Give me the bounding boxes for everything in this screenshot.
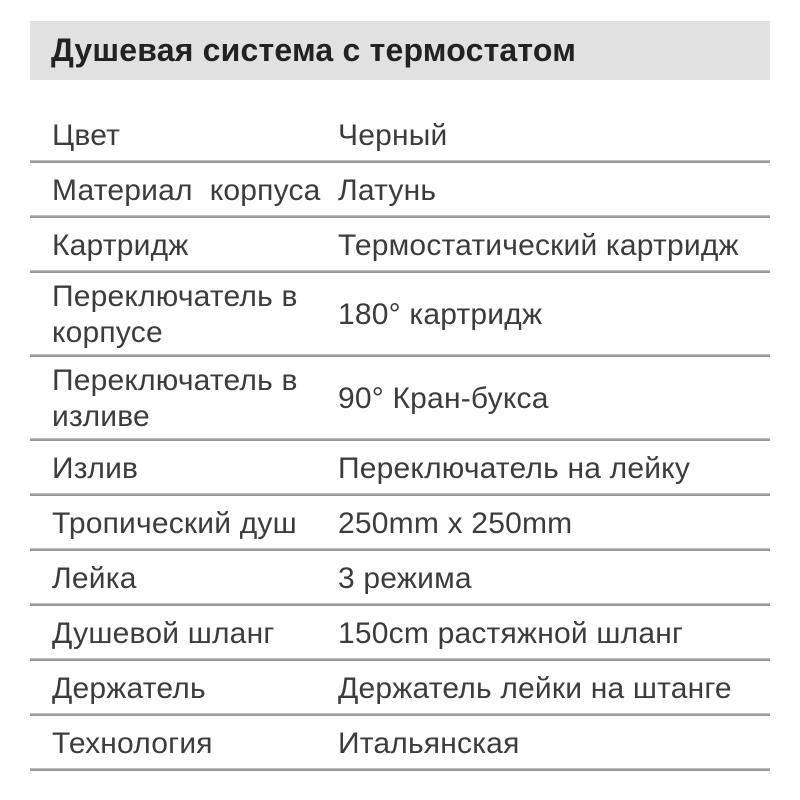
page-title: Душевая система с термостатом [51, 32, 577, 68]
spec-table [30, 108, 770, 771]
table-row [30, 108, 770, 163]
table-row [30, 357, 770, 441]
spec-value: 150cm растяжной шланг [338, 616, 684, 650]
spec-value: 90° Кран-букса [338, 382, 549, 415]
spec-value: Держатель лейки на штанге [338, 671, 732, 705]
spec-value: Переключатель на лейку [338, 451, 691, 485]
table-row [30, 606, 770, 661]
table-row [30, 163, 770, 218]
table-row [30, 661, 770, 716]
spec-label: Излив [52, 451, 139, 485]
table-row [30, 273, 770, 357]
spec-label: Переключатель в корпусе [52, 280, 307, 349]
spec-label: Картридж [52, 228, 189, 262]
spec-label: Держатель [52, 671, 206, 705]
spec-label: Душевой шланг [52, 616, 275, 650]
spec-value: Итальянская [338, 726, 520, 760]
spec-value: Термостатический картридж [338, 228, 739, 262]
spec-label: Материал корпуса [52, 173, 321, 207]
spec-value: 3 режима [338, 561, 472, 595]
table-row [30, 441, 770, 496]
table-row [30, 551, 770, 606]
spec-label: Тропический душ [52, 506, 297, 540]
spec-label: Переключатель в изливе [52, 364, 307, 433]
spec-value: Черный [338, 118, 448, 152]
product-spec-page [0, 21, 800, 800]
table-row [30, 496, 770, 551]
spec-label: Технология [52, 726, 213, 760]
spec-value: 250mm x 250mm [338, 506, 573, 540]
table-row [30, 716, 770, 771]
table-row [30, 218, 770, 273]
spec-label: Лейка [52, 561, 137, 595]
spec-value: 180° картридж [338, 298, 543, 331]
spec-value: Латунь [338, 173, 437, 207]
spec-label: Цвет [52, 118, 121, 152]
section-header [30, 21, 770, 80]
